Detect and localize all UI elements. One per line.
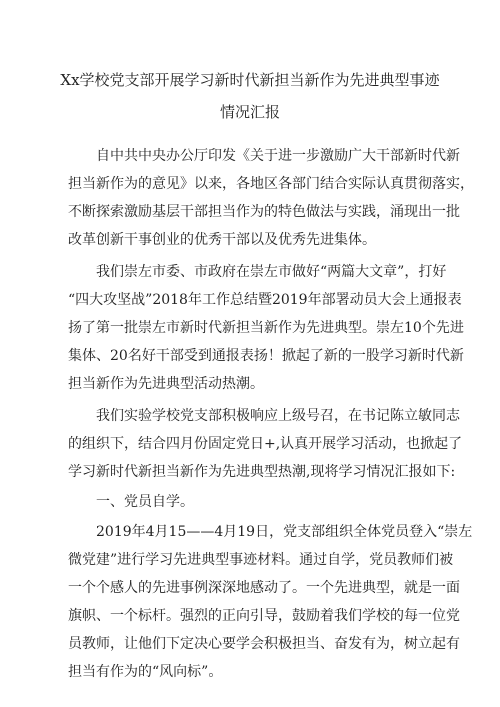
paragraph-line: 扬了第一批崇左市新时代新担当新作为先进典型。崇左10个先进 [68,320,464,336]
document-title-line-1: Xx学校党支部开展学习新时代新担当新作为先进典型事迹 [60,71,440,89]
paragraph-line: 一个个感人的先进事例深深地感动了。一个先进典型，就是一面 [68,580,460,596]
paragraph-line: “四大攻坚战”2018年工作总结暨2019年部署动员大会上通报表 [68,292,462,308]
paragraph-line: 自中共中央办公厅印发《关于进一步激励广大干部新时代新 [96,148,460,164]
paragraph-2 [68,258,464,398]
paragraph-line: 微党建”进行学习先进典型事迹材料。通过自学，党员教师们被 [68,552,454,568]
paragraph-line: 员教师，让他们下定决心要学会积极担当、奋发有为，树立起有 [68,636,460,652]
paragraph-line: 我们崇左市委、市政府在崇左市做好“两篇大文章”，打好 [96,264,447,280]
paragraph-line: 旗帜、一个标杆。强烈的正向引导，鼓励着我们学校的每一位党 [68,608,460,624]
paragraph-4 [68,518,473,686]
paragraph-line: 学习新时代新担当新作为先进典型热潮,现将学习情况汇报如下: [68,464,456,480]
paragraph-line: 担当有作为的“风向标”。 [68,664,223,680]
section-heading [68,488,438,516]
paragraph-line: 我们实验学校党支部积极响应上级号召，在书记陈立敏同志 [96,408,460,424]
document-title-line-2: 情况汇报 [219,103,280,121]
paragraph-3 [68,402,463,486]
section-heading-text: 一、党员自学。 [96,494,194,510]
paragraph-line: 的组织下，结合四月份固定党日+,认真开展学习活动，也掀起了 [68,436,463,452]
paragraph-line: 集体、20名好干部受到通报表扬！掀起了新的一股学习新时代新 [68,348,464,364]
paragraph-line: 不断探索激励基层干部担当作为的特色做法与实践，涌现出一批 [68,204,460,220]
paragraph-1 [68,142,474,254]
paragraph-line: 担当新作为的意见》以来，各地区各部门结合实际认真贯彻落实， [68,176,474,192]
paragraph-line: 2019年4月15——4月19日，党支部组织全体党员登入“崇左 [96,524,473,540]
paragraph-line: 担当新作为先进典型活动热潮。 [68,376,264,392]
paragraph-line: 改革创新干事创业的优秀干部以及优秀先进集体。 [68,232,376,248]
